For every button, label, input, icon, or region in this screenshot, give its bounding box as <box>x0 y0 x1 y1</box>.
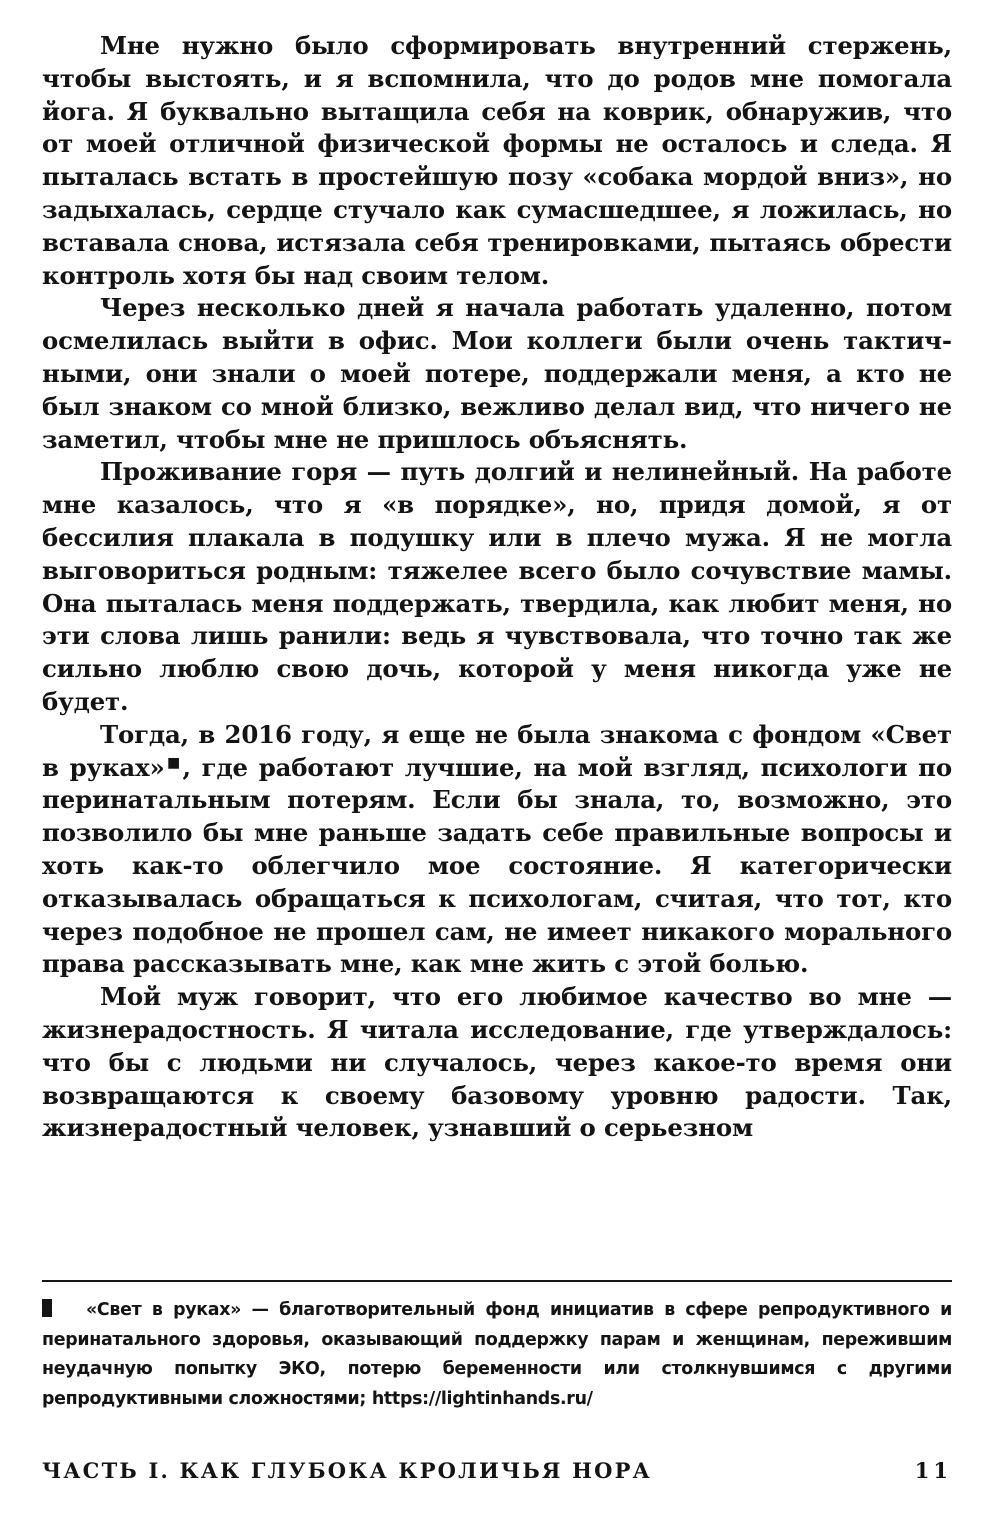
footnote-text: «Свет в руках» — благотворительный фонд инициатив в сфере репродуктивного и перинатального здоровья, оказывающий поддержку парам и женщинам, пережившим неудачную попытку ЭКО, потерю беременности или столкнувшимся с другими репродуктивными сложностями; https://lightinhands.ru/ <box>42 1300 952 1409</box>
paragraph-4-end: , где работают лучшие, на мой взгляд, психологи по перинатальным потерям. Если бы знала, то, возможно, это позволило бы мне раньше задать себе правильные вопросы и хоть как-то облегчило мое состояние. Я категорически отказывалась обращаться к психологам, считая, что тот, кто через подобное не прошел сам, не имеет никакого морального права рассказывать мне, как мне жить с этой болью. <box>42 752 952 979</box>
running-title: ЧАСТЬ I. КАК ГЛУБОКА КРОЛИЧЬЯ НОРА <box>42 1458 652 1483</box>
paragraph-4-start: Тогда, в 2016 году, я еще не была знакома с фондом «Свет в руках» <box>42 719 952 782</box>
paragraph-3: Проживание горя — путь долгий и нелинейный. На работе мне казалось, что я «в порядке», но, придя домой, я от бессилия плакала в подушку или в плечо мужа. Я не могла выговориться родным: тяжелее всего было сочувствие мамы. Она пыталась меня поддержать, твердила, как любит меня, но эти слова лишь ранили: ведь я чувствовала, что точно так же сильно люблю свою дочь, которой у меня никогда уже не будет. <box>42 457 952 716</box>
page-number: 11 <box>914 1458 952 1483</box>
paragraph-2: Через несколько дней я начала работать удаленно, потом осмелилась выйти в офис. Мои коллеги были очень тактичными, они знали о моей потере, поддержали меня, а кто не был знаком со мной близко, вежливо делал вид, что ничего не заметил, чтобы мне не пришлось объяснять. <box>42 293 952 454</box>
footnote-divider <box>42 1280 952 1282</box>
paragraph-1: Мне нужно было сформировать внутренний стержень, чтобы выстоять, и я вспомнила, что до родов мне помогала йога. Я буквально вытащила себя на коврик, обнаружив, что от моей отличной физической формы не осталось и следа. Я пыталась встать в простейшую позу «собака мордой вниз», но задыхалась, сердце стучало как сумасшедшее, я ложилась, но вставала снова, истязала себя тренировками, пытаясь обрести контроль хотя бы над своим телом. <box>42 31 952 290</box>
footnote-reference-mark: ■ <box>164 754 183 771</box>
footnote-marker-icon <box>42 1299 52 1317</box>
footnote <box>42 1296 952 1414</box>
main-text <box>42 30 952 1145</box>
paragraph-4 <box>42 719 952 981</box>
paragraph-5: Мой муж говорит, что его любимое качество во мне — жизнерадостность. Я читала исследование, где утверждалось: что бы с людьми ни случалось, через какое-то время они возвращаются к своему базовому уровню радости. Так, жизнерадостный человек, узнавший о серьезном <box>42 982 952 1143</box>
